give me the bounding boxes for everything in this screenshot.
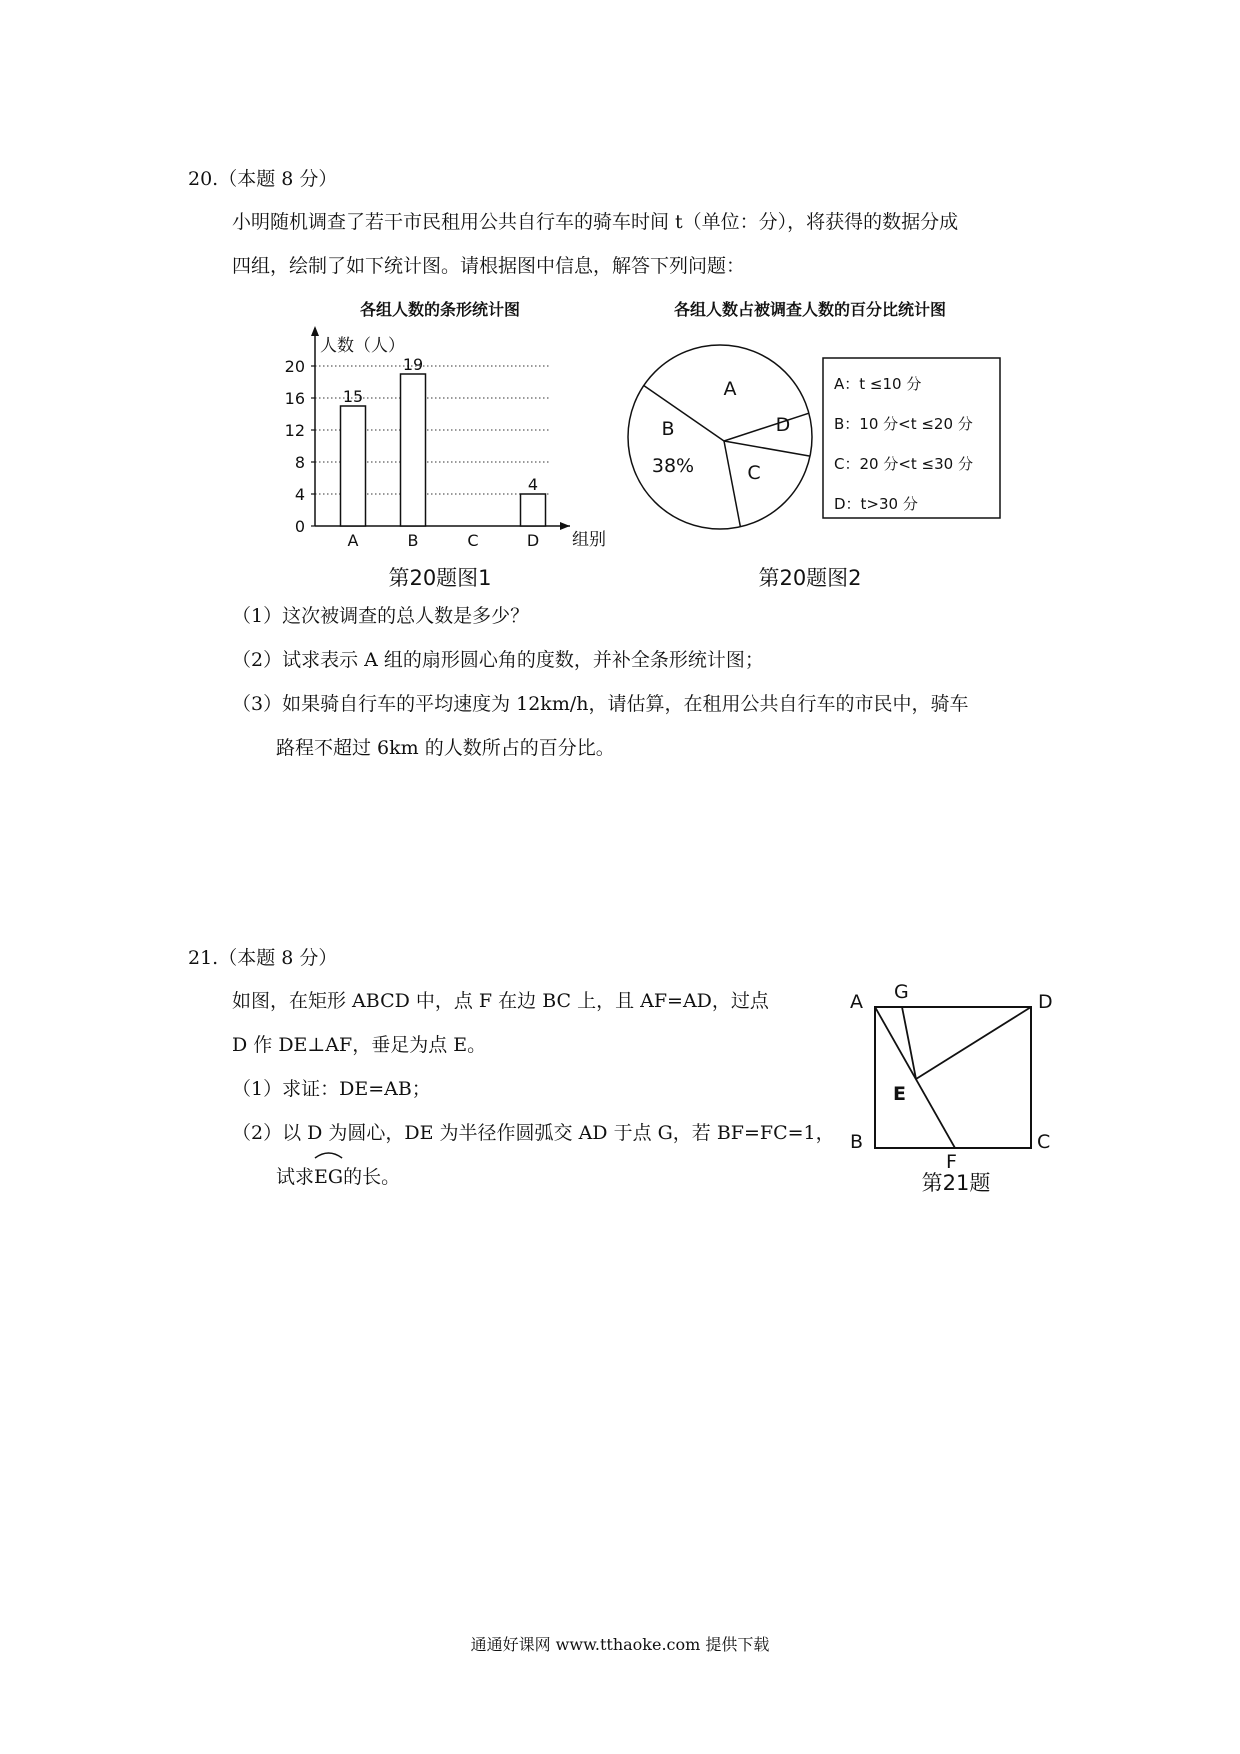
footer-credit: 通通好课网 www.tthaoke.com 提供下载: [470, 1635, 770, 1654]
pie-chart-caption: 第20题图2: [758, 566, 862, 590]
pie-slice-label-a: A: [723, 378, 737, 400]
q20-sub2: （2）试求表示 A 组的扇形圆心角的度数，并补全条形统计图；: [232, 649, 764, 671]
q21-sub2-suffix: 的长。: [343, 1166, 401, 1188]
bar-ytick-label: 20: [284, 357, 305, 376]
arc-eg: [314, 1155, 343, 1199]
bar-data-label-d: 4: [527, 475, 539, 494]
segment-de: [916, 1007, 1031, 1079]
bar-ytick-label: 8: [294, 453, 305, 472]
bar-ytick-label: 12: [284, 421, 305, 440]
bar-a: [341, 406, 366, 526]
pie-slice-label-d: D: [775, 414, 791, 436]
pie-slice-boundary: [724, 441, 810, 456]
bar-data-label-a: 15: [342, 387, 364, 406]
q20-subquestions: [232, 594, 1072, 770]
q21-intro-line1: 如图，在矩形 ABCD 中，点 F 在边 BC 上，且 AF=AD，过点: [232, 990, 769, 1012]
bar-d: [521, 494, 546, 526]
q21-intro-line2: D 作 DE⊥AF，垂足为点 E。: [232, 1034, 487, 1056]
point-label-a: A: [850, 991, 863, 1013]
bar-xtick-label-d: D: [526, 531, 540, 550]
pie-legend-item-c: C：20 分<t ≤30 分: [834, 455, 973, 473]
pie-slice-boundary: [724, 441, 740, 527]
q20-sub3-line2: 路程不超过 6km 的人数所占的百分比。: [276, 737, 615, 759]
point-label-c: C: [1037, 1131, 1051, 1153]
q21-geometry-figure: [838, 980, 1068, 1200]
point-label-f: F: [946, 1151, 957, 1173]
pie-slice-percent-b: 38%: [651, 455, 695, 477]
q20-sub1: （1）这次被调查的总人数是多少？: [232, 605, 530, 627]
point-label-g: G: [894, 981, 909, 1003]
pie-legend-item-a: A：t ≤10 分: [834, 375, 922, 393]
q21-body: [232, 979, 835, 1199]
pie-slice-boundary: [724, 413, 809, 441]
q21-sub2-line2: [232, 1155, 832, 1199]
arc-symbol-icon: [314, 1151, 343, 1159]
q21-sub1: （1）求证：DE=AB；: [232, 1078, 431, 1100]
bar-data-label-b: 19: [402, 355, 424, 374]
bar-chart-ylabel: 人数（人）: [320, 336, 405, 356]
q21-sub2-prefix: 试求: [276, 1166, 315, 1188]
bar-x-axis-arrow: [560, 522, 570, 530]
pie-slice-boundary: [644, 386, 724, 441]
rectangle-abcd: [875, 1007, 1031, 1148]
pie-slice-label-b: B: [661, 418, 675, 440]
pie-slice-label-c: C: [747, 462, 761, 484]
q21-sub2: （2）以 D 为圆心，DE 为半径作圆弧交 AD 于点 G，若 BF=FC=1，: [232, 1122, 835, 1144]
bar-ytick-label: 16: [284, 389, 305, 408]
pie-chart-title: 各组人数占被调查人数的百分比统计图: [673, 300, 947, 319]
bar-chart-title: 各组人数的条形统计图: [359, 300, 521, 319]
pie-legend-item-d: D：t>30 分: [834, 495, 918, 513]
bar-chart-xlabel: 组别: [572, 530, 606, 550]
arc-eg-label: EG: [314, 1166, 344, 1188]
bar-y-axis-arrow: [311, 326, 319, 336]
q20-intro-line2: 四组，绘制了如下统计图。请根据图中信息，解答下列问题：: [232, 255, 746, 277]
q20-intro-line1: 小明随机调查了若干市民租用公共自行车的骑车时间 t（单位：分），将获得的数据分成: [232, 211, 959, 233]
pie-chart: [620, 295, 1020, 595]
bar-xtick-label-c: C: [467, 531, 479, 550]
q21-figure-caption: 第21题: [921, 1171, 991, 1195]
point-label-b: B: [850, 1131, 864, 1153]
q21-header: 21.（本题 8 分）: [188, 947, 338, 969]
q20-header: 20.（本题 8 分）: [188, 168, 338, 190]
q20-intro: [232, 200, 1072, 288]
point-label-d: D: [1038, 991, 1053, 1013]
bar-xtick-label-a: A: [347, 531, 359, 550]
bar-ytick-label: 0: [294, 517, 305, 536]
point-label-e: E: [893, 1083, 906, 1105]
bar-b: [401, 374, 426, 526]
bar-ytick-label: 4: [294, 485, 305, 504]
bar-chart: [270, 295, 610, 595]
q20-sub3-line1: （3）如果骑自行车的平均速度为 12km/h，请估算，在租用公共自行车的市民中，骑车: [232, 693, 969, 715]
bar-chart-caption: 第20题图1: [388, 566, 492, 590]
pie-legend-item-b: B：10 分<t ≤20 分: [834, 415, 973, 433]
bar-xtick-label-b: B: [407, 531, 419, 550]
pie-outline: [628, 345, 812, 529]
